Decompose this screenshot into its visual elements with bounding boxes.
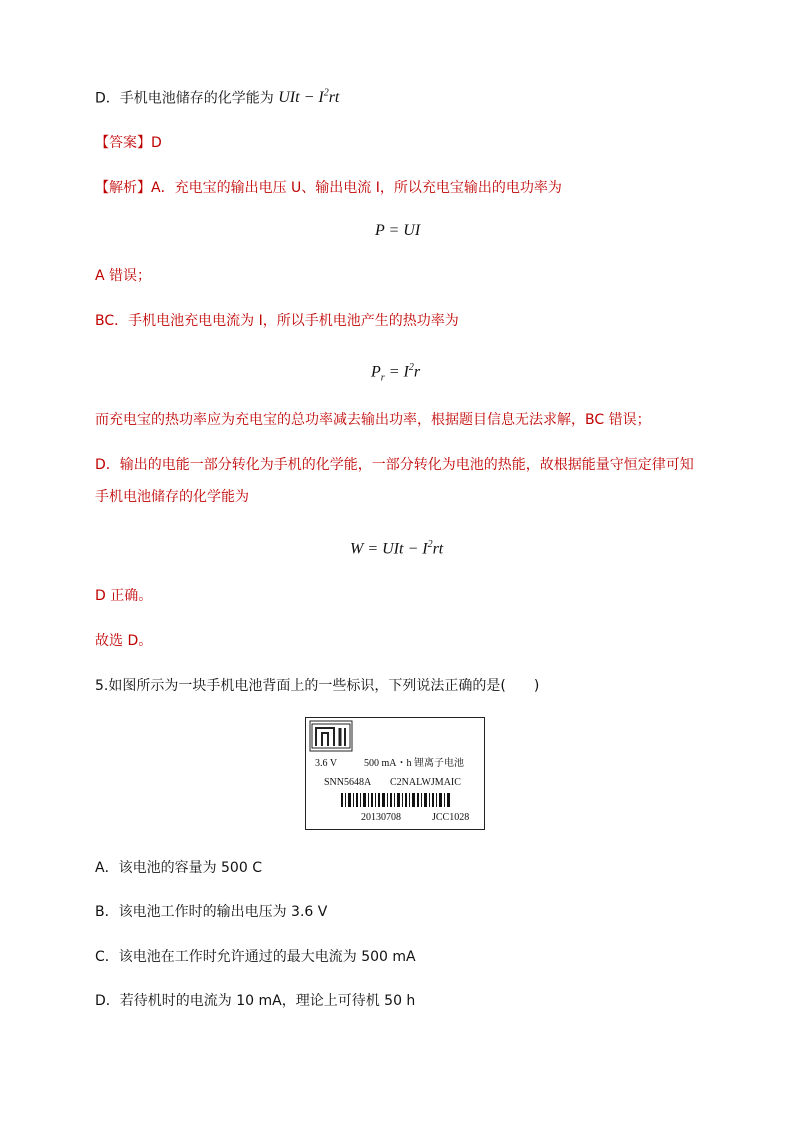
analysis-line-1 [95, 178, 562, 198]
battery-capacity: 500 mA・h 锂离子电池 [364, 758, 464, 769]
formula-heat-power: $P_r = I^2r$ [371, 362, 421, 384]
option-a: A．该电池的容量为 500 C [95, 860, 262, 876]
battery-code-2: C2NALWJMAIC [390, 777, 461, 788]
battery-voltage: 3.6 V [315, 758, 338, 769]
analysis-line-2: A 错误； [95, 268, 152, 284]
battery-code-3: JCC1028 [432, 812, 470, 823]
analysis-line-5: D．输出的电能一部分转化为手机的化学能，一部分转化为电池的热能，故根据能量守恒定律可知 [95, 457, 694, 473]
option-d-prev [95, 84, 339, 108]
analysis-line-4: 而充电宝的热功率应为充电宝的总功率减去输出功率，根据题目信息无法求解，BC 错误； [95, 412, 651, 428]
option-d-prev-text: D．手机电池储存的化学能为 [95, 90, 279, 107]
option-d-prev-formula: UIt − $I^2rt$ [278, 88, 340, 107]
formula-p-equals-ui: P = UI [375, 222, 421, 239]
analysis-line-8: 故选 D。 [95, 633, 153, 649]
barcode-icon [341, 793, 451, 807]
battery-code-1: SNN5648A [324, 777, 372, 788]
option-c: C．该电池在工作时允许通过的最大电流为 500 mA [95, 949, 416, 965]
analysis-line-7: D 正确。 [95, 588, 153, 604]
analysis-line-3: BC．手机电池充电电流为 I，所以手机电池产生的热功率为 [95, 313, 459, 329]
answer-line: 【答案】D [95, 135, 162, 151]
option-b: B．该电池工作时的输出电压为 3.6 V [95, 904, 328, 920]
analysis-line-6: 手机电池储存的化学能为 [95, 489, 249, 505]
battery-date: 20130708 [361, 812, 401, 823]
battery-label-figure [305, 717, 485, 830]
formula-chemical-energy: W = UIt − $I^2rt$ [350, 539, 444, 558]
option-d: D．若待机时的电流为 10 mA，理论上可待机 50 h [95, 993, 416, 1009]
mi-logo-icon [309, 720, 353, 752]
analysis-line-1-text: 【解析】A．充电宝的输出电压 U、输出电流 I，所以充电宝输出的电功率为 [95, 180, 562, 196]
question-5-stem: 5.如图所示为一块手机电池背面上的一些标识，下列说法正确的是( ) [95, 678, 540, 694]
